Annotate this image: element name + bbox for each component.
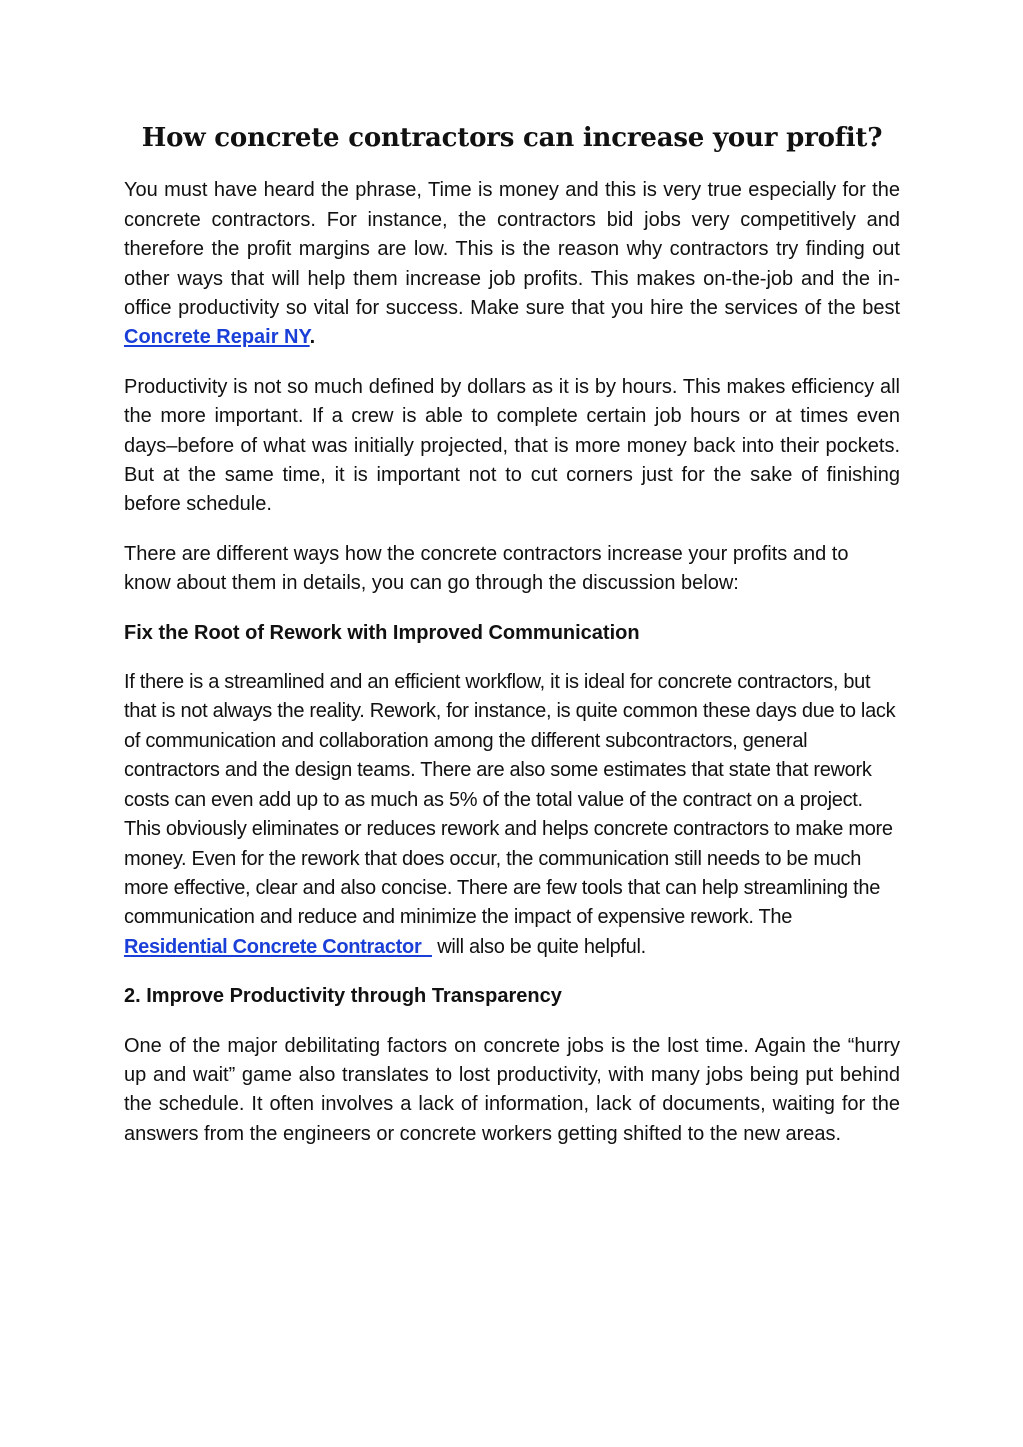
- document-page: [124, 120, 900, 1169]
- rework-paragraph-end: will also be quite helpful.: [431, 935, 646, 958]
- document-title: How concrete contractors can increase your profit?: [141, 123, 883, 153]
- intro-paragraph-text: You must have heard the phrase, Time is money and this is very true especially for the concrete contractors. For instance, the contractors bid jobs very competitively and therefore the profit margins are low. This is the reason why contractors try finding out other ways that will help them increase job profits. This makes on-the-job and the in-office productivity so vital for success. Make sure that you hire the services of the best: [124, 179, 900, 320]
- productivity-paragraph: Productivity is not so much defined by dollars as it is by hours. This makes efficiency all the more important. If a crew is able to complete certain job hours or at times even days–before of what was initially projected, that is more money back into their pockets. But at the same time, it is important not to cut corners just for the sake of finishing before schedule.: [124, 375, 900, 516]
- concrete-repair-ny-link[interactable]: Concrete Repair NY: [124, 326, 310, 349]
- residential-concrete-contractor-link[interactable]: Residential Concrete Contractor: [124, 935, 432, 958]
- intro-paragraph: [124, 176, 900, 352]
- intro-paragraph-end: .: [309, 326, 316, 349]
- section-heading-transparency: 2. Improve Productivity through Transparency: [124, 985, 562, 1008]
- rework-paragraph-text: If there is a streamlined and an efficient workflow, it is ideal for concrete contractors, but that is not always the reality. Rework, for instance, is quite common these days due to lack of communication and collaboration among the different subcontractors, general contractors and the design teams. There are also some estimates that state that rework costs can even add up to as much as 5% of the total value of the contract on a project. This obviously eliminates or reduces rework and helps concrete contractors to make more money. Even for the rework that does occur, the communication still needs to be much more effective, clear and also concise. There are few tools that can help streamlining the communication and reduce and minimize the impact of expensive rework. The: [124, 671, 896, 929]
- transparency-paragraph: One of the major debilitating factors on concrete jobs is the lost time. Again the “hurry up and wait” game also translates to lost productivity, with many jobs being put behind the schedule. It often involves a lack of information, lack of documents, waiting for the answers from the engineers or concrete workers getting shifted to the new areas.: [124, 1034, 900, 1145]
- rework-paragraph: [124, 668, 900, 962]
- section-heading-rework: Fix the Root of Rework with Improved Communication: [124, 621, 640, 644]
- ways-paragraph: There are different ways how the concrete contractors increase your profits and to know about them in details, you can go through the discussion below:: [124, 542, 849, 595]
